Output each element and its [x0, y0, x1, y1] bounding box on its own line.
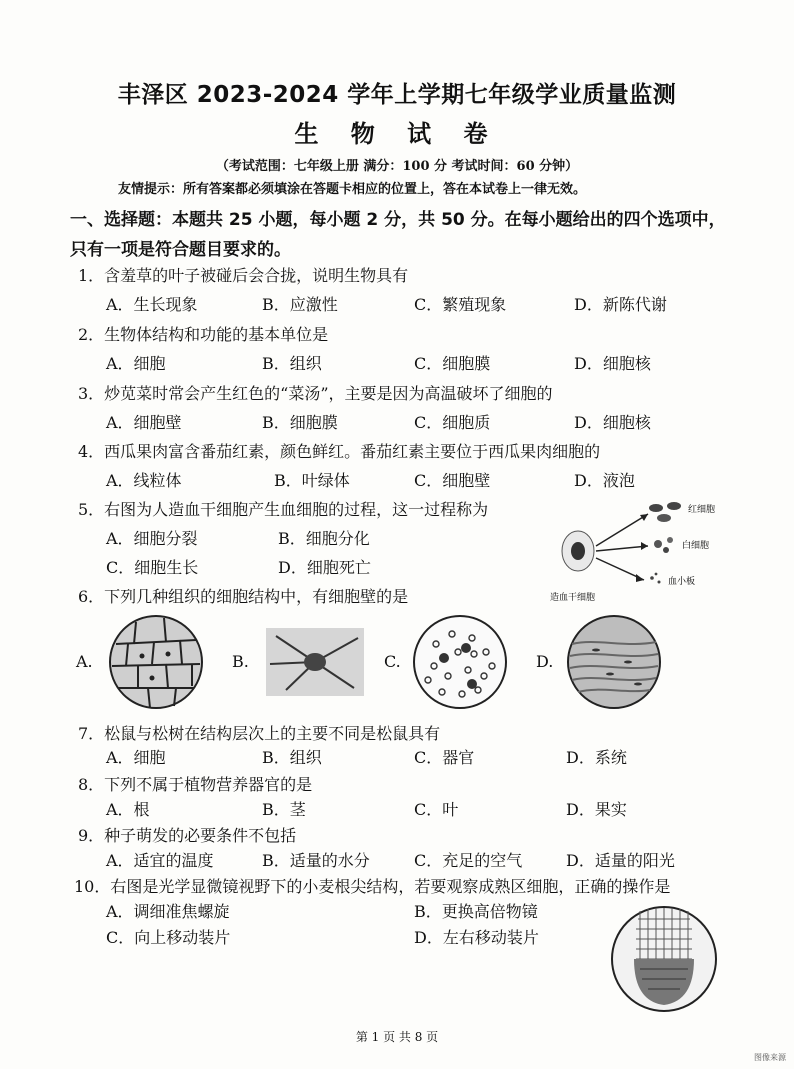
label-red-blood-cell: 红细胞	[688, 505, 716, 515]
section-heading-line1: 一、选择题：本题共 25 小题，每小题 2 分，共 50 分。在每小题给出的四个选项中，	[70, 210, 726, 230]
exam-subtitle: 生 物 试 卷	[294, 120, 500, 148]
q3-option-d: D．细胞核	[574, 413, 651, 432]
q2-option-c: C．细胞膜	[414, 354, 491, 373]
label-white-blood-cell: 白细胞	[682, 541, 710, 551]
q1-option-d: D．新陈代谢	[574, 295, 667, 314]
q10-option-d: D．左右移动装片	[414, 928, 539, 947]
q4-option-a: A．线粒体	[106, 471, 182, 490]
nerve-tissue-image	[266, 628, 364, 696]
q1-option-a: A．生长现象	[106, 295, 198, 314]
q7-option-b: B．组织	[262, 748, 322, 767]
q5-option-a: A．细胞分裂	[106, 529, 198, 548]
q10-option-a: A．调细准焦螺旋	[106, 902, 230, 921]
exam-info: （考试范围：七年级上册 满分：100 分 考试时间：60 分钟）	[215, 159, 579, 174]
q9-option-a: A．适宜的温度	[106, 851, 214, 870]
corner-watermark: 图像来源	[754, 1053, 786, 1062]
q8-option-b: B．茎	[262, 800, 306, 819]
q3-option-a: A．细胞壁	[106, 413, 182, 432]
question-10-stem: 10．右图是光学显微镜视野下的小麦根尖结构，若要观察成熟区细胞，正确的操作是	[74, 877, 671, 896]
question-2-stem: 2．生物体结构和功能的基本单位是	[78, 325, 329, 344]
q10-option-b: B．更换高倍物镜	[414, 902, 538, 921]
question-7-stem: 7．松鼠与松树在结构层次上的主要不同是松鼠具有	[78, 724, 441, 743]
label-platelet: 血小板	[668, 577, 696, 587]
q6-option-a: A.	[76, 652, 93, 671]
q4-option-c: C．细胞壁	[414, 471, 491, 490]
q5-option-c: C．细胞生长	[106, 558, 199, 577]
q3-option-c: C．细胞质	[414, 413, 491, 432]
friendly-tip: 友情提示：所有答案都必须填涂在答题卡相应的位置上，答在本试卷上一律无效。	[118, 182, 587, 197]
section-heading-line2: 只有一项是符合题目要求的。	[70, 240, 291, 260]
q6-option-b: B.	[232, 652, 249, 671]
q9-option-c: C．充足的空气	[414, 851, 523, 870]
question-3-stem: 3．炒苋菜时常会产生红色的“菜汤”，主要是因为高温破坏了细胞的	[78, 384, 553, 403]
exam-title: 丰泽区 2023-2024 学年上学期七年级学业质量监测	[117, 82, 677, 108]
question-1-stem: 1．含羞草的叶子被碰后会合拢，说明生物具有	[78, 266, 409, 285]
question-5-stem: 5．右图为人造血干细胞产生血细胞的过程，这一过程称为	[78, 500, 489, 519]
q8-option-d: D．果实	[566, 800, 627, 819]
q7-option-a: A．细胞	[106, 748, 166, 767]
q1-option-c: C．繁殖现象	[414, 295, 507, 314]
q5-option-d: D．细胞死亡	[278, 558, 371, 577]
label-stem-cell: 造血干细胞	[550, 593, 596, 603]
question-6-stem: 6．下列几种组织的细胞结构中，有细胞壁的是	[78, 587, 409, 606]
q7-option-d: D．系统	[566, 748, 627, 767]
q1-option-b: B．应激性	[262, 295, 338, 314]
q4-option-d: D．液泡	[574, 471, 635, 490]
q2-option-b: B．组织	[262, 354, 322, 373]
page-footer: 第 1 页 共 8 页	[355, 1030, 439, 1044]
q5-option-b: B．细胞分化	[278, 529, 370, 548]
q9-option-b: B．适量的水分	[262, 851, 370, 870]
hematopoiesis-figure	[548, 496, 784, 616]
q9-option-d: D．适量的阳光	[566, 851, 675, 870]
q6-option-c: C.	[384, 652, 401, 671]
question-9-stem: 9．种子萌发的必要条件不包括	[78, 826, 297, 845]
q2-option-a: A．细胞	[106, 354, 166, 373]
plant-tissue-image	[108, 614, 204, 710]
q8-option-c: C．叶	[414, 800, 459, 819]
q10-option-c: C．向上移动装片	[106, 928, 231, 947]
q3-option-b: B．细胞膜	[262, 413, 338, 432]
question-4-stem: 4．西瓜果肉富含番茄红素，颜色鲜红。番茄红素主要位于西瓜果肉细胞的	[78, 442, 601, 461]
question-8-stem: 8．下列不属于植物营养器官的是	[78, 775, 313, 794]
stem-cell-nucleus	[571, 542, 585, 560]
q8-option-a: A．根	[106, 800, 150, 819]
q4-option-b: B．叶绿体	[274, 471, 350, 490]
q2-option-d: D．细胞核	[574, 354, 651, 373]
muscle-tissue-image	[566, 614, 662, 710]
q6-option-d: D.	[536, 652, 554, 671]
blood-tissue-image	[412, 614, 508, 710]
root-tip-microscope-image	[610, 905, 718, 1013]
q7-option-c: C．器官	[414, 748, 475, 767]
